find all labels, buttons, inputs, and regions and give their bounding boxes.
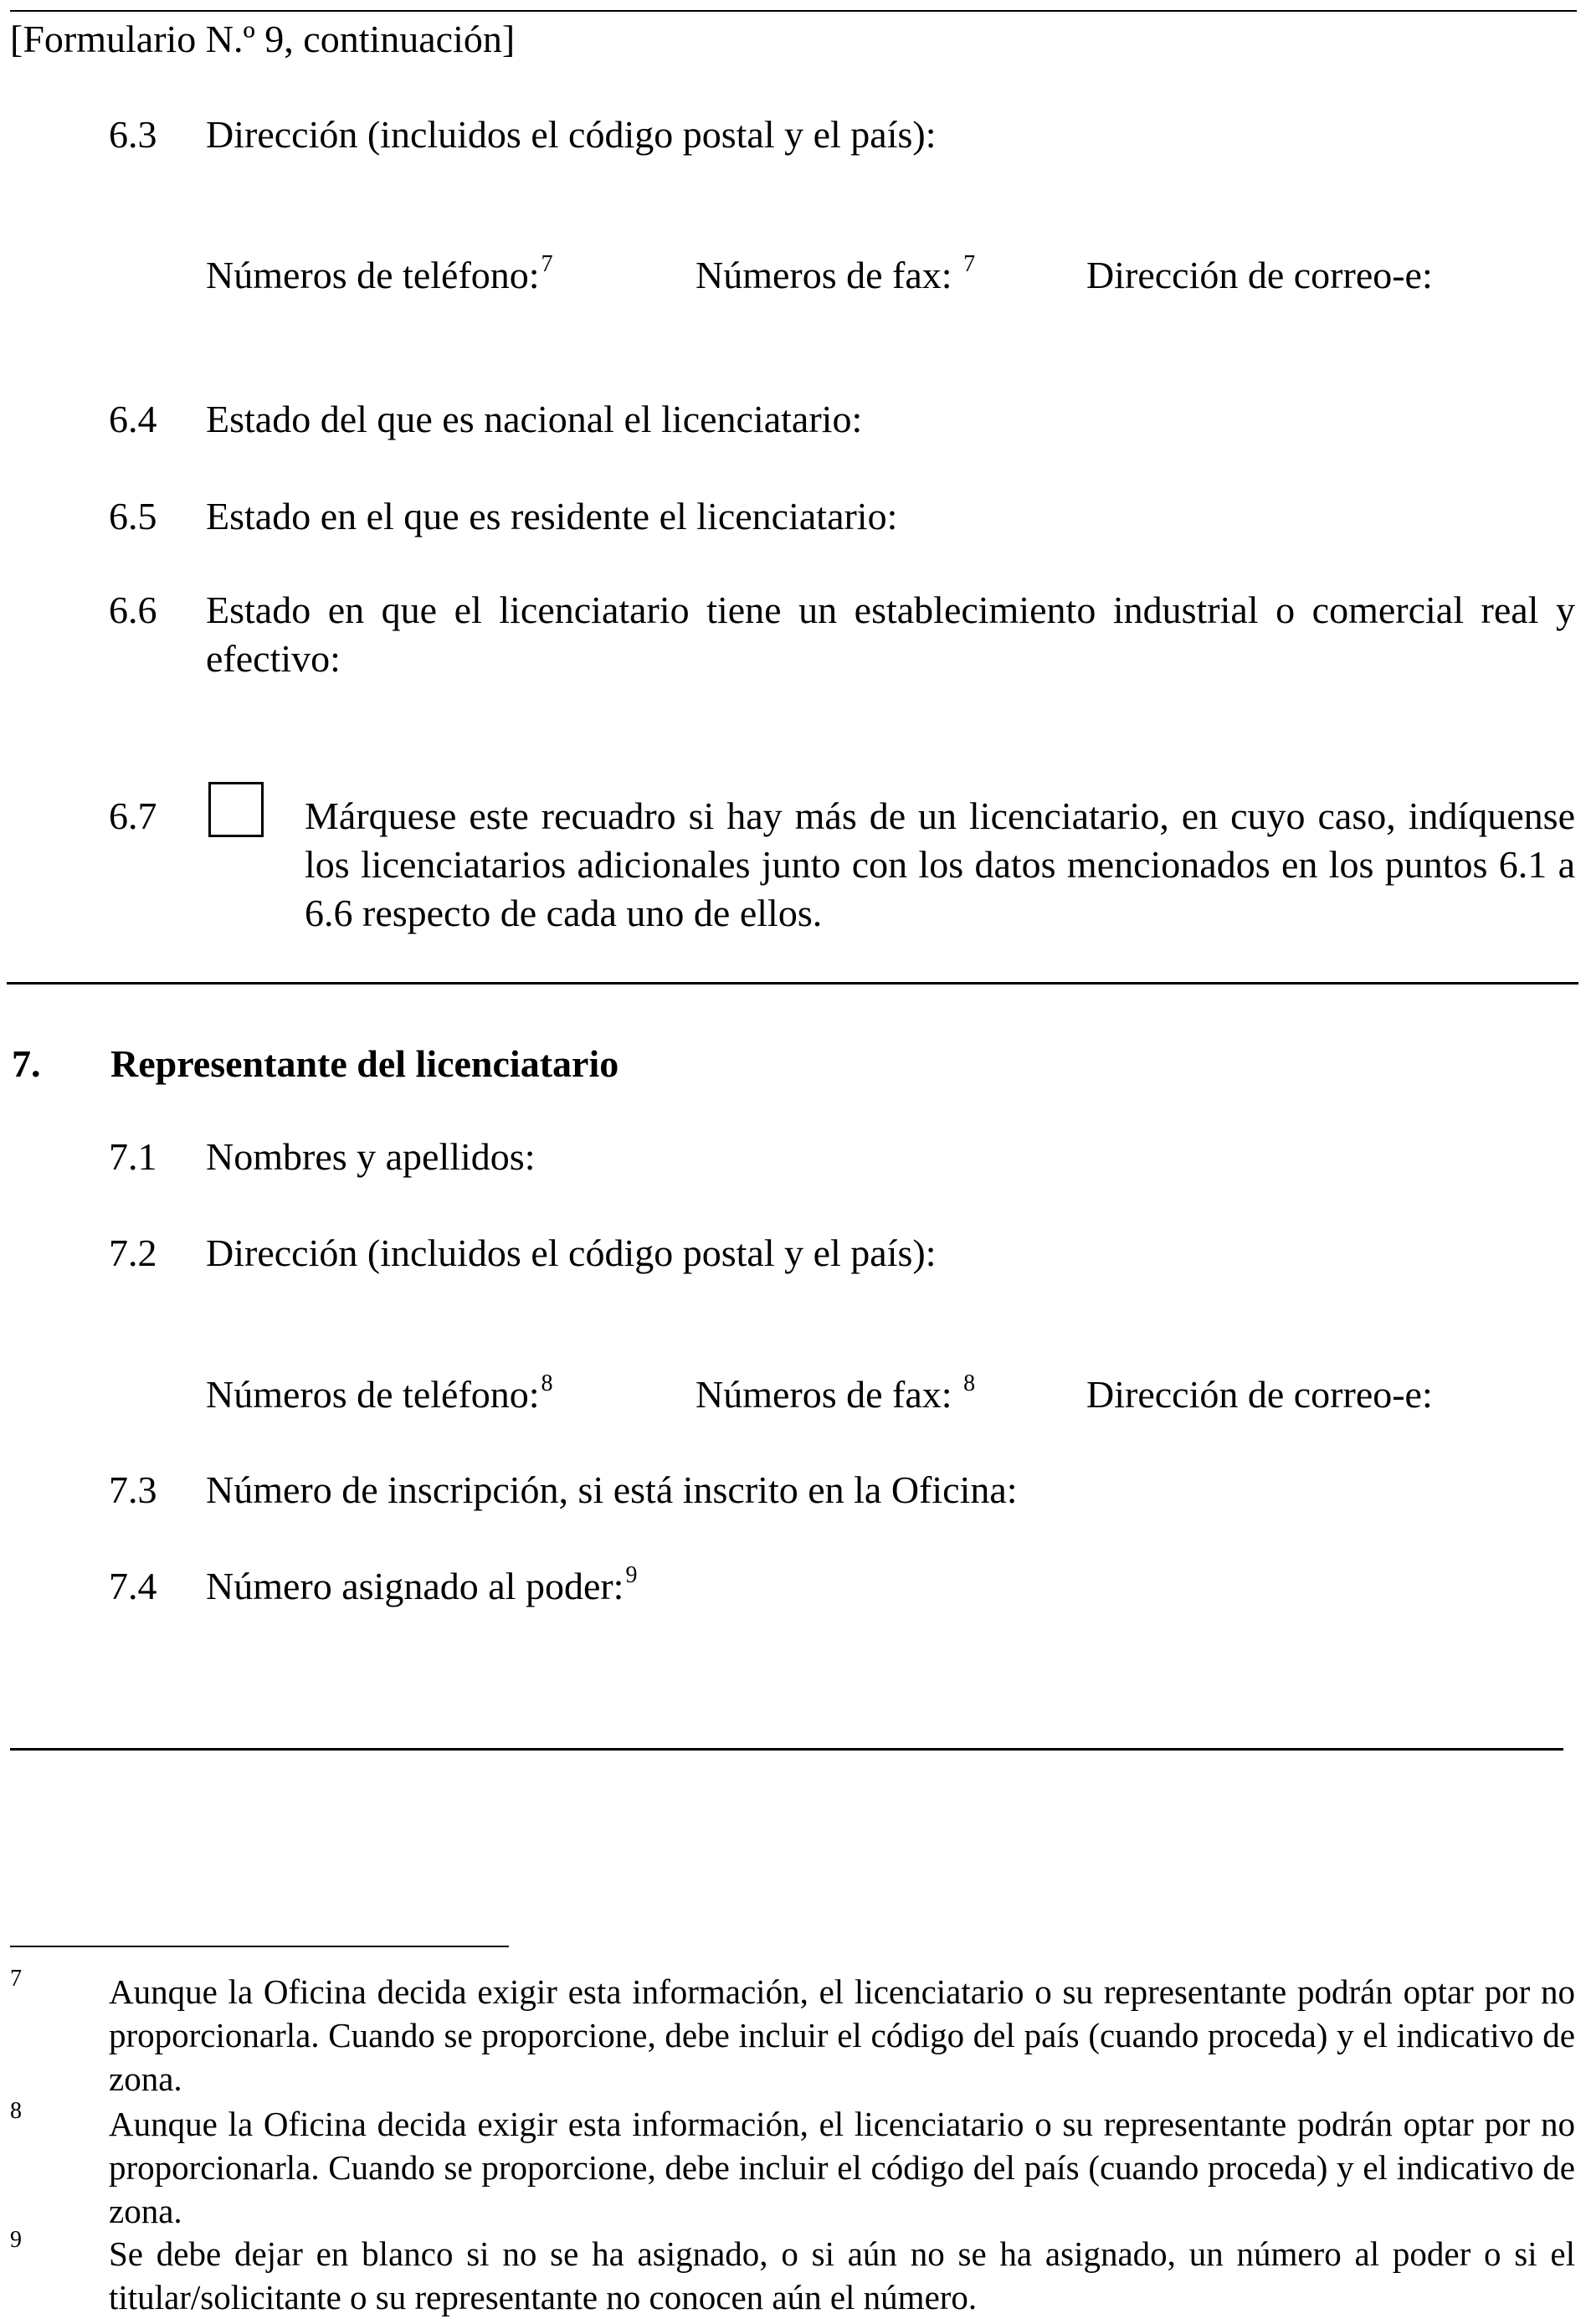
item-6-5-number: 6.5 — [109, 495, 157, 537]
item-6-4-number: 6.4 — [109, 398, 157, 440]
fax-label-text: Números de fax: — [695, 254, 952, 296]
item-7-4-number: 7.4 — [109, 1565, 157, 1607]
fax-label-text: Números de fax: — [695, 1373, 952, 1416]
item-6-6-label: Estado en que el licenciatario tiene un establecimiento industrial o comercial real y efectivo: — [206, 589, 1575, 680]
item-6-4-label: Estado del que es nacional el licenciatario: — [206, 398, 863, 440]
footnote-9-number: 9 — [10, 2227, 22, 2253]
section-divider — [7, 982, 1578, 985]
email-label-6: Dirección de correo-e: — [1086, 254, 1433, 296]
footnote-ref-8: 8 — [541, 1370, 553, 1396]
end-of-form-rule — [10, 1748, 1563, 1751]
item-7-4-label — [206, 1562, 638, 1607]
footnote-ref-7: 7 — [963, 251, 976, 277]
section-7-number: 7. — [12, 1042, 41, 1085]
phone-label-text: Números de teléfono: — [206, 254, 540, 296]
item-6-5-label: Estado en el que es residente el licenciatario: — [206, 495, 898, 537]
item-7-3-number: 7.3 — [109, 1468, 157, 1511]
footnote-7-text: Aunque la Oficina decida exigir esta información, el licenciatario o su representante podrán optar por no proporcionarla. Cuando se proporcione, debe incluir el código del país (cuando proceda) y el indicativo de zona. — [109, 1972, 1575, 2098]
footnote-8-number: 8 — [10, 2098, 22, 2124]
form-continuation-header: [Formulario N.º 9, continuación] — [10, 18, 516, 60]
top-rule — [10, 10, 1577, 12]
footnote-ref-8: 8 — [963, 1370, 976, 1396]
section-7-title: Representante del licenciatario — [110, 1042, 619, 1085]
multiple-licensees-checkbox[interactable] — [208, 782, 264, 837]
email-label-7: Dirección de correo-e: — [1086, 1373, 1433, 1416]
item-7-1-label: Nombres y apellidos: — [206, 1135, 536, 1178]
item-6-3-label: Dirección (incluidos el código postal y el país): — [206, 113, 937, 156]
item-7-2-label: Dirección (incluidos el código postal y el país): — [206, 1231, 937, 1274]
footnote-8-text: Aunque la Oficina decida exigir esta información, el licenciatario o su representante podrán optar por no proporcionarla. Cuando se proporcione, debe incluir el código del país (cuando proceda) y el indicativo de zona. — [109, 2105, 1575, 2230]
item-7-4-label-text: Número asignado al poder: — [206, 1565, 624, 1607]
item-7-2-number: 7.2 — [109, 1231, 157, 1274]
footnote-ref-9: 9 — [625, 1562, 638, 1588]
fax-label-7 — [695, 1370, 976, 1416]
item-6-7-number: 6.7 — [109, 794, 157, 837]
footnote-9-text: Se debe dejar en blanco si no se ha asignado, o si aún no se ha asignado, un número al poder o si el titular/solicitante o su representante no conocen aún el número. — [109, 2234, 1575, 2316]
phone-label-7 — [206, 1370, 553, 1416]
footnote-ref-7: 7 — [541, 251, 553, 277]
item-7-3-label: Número de inscripción, si está inscrito en la Oficina: — [206, 1468, 1018, 1511]
item-6-7-label: Márquese este recuadro si hay más de un licenciatario, en cuyo caso, indíquense los licenciatarios adicionales junto con los datos mencionados en los puntos 6.1 a 6.6 respecto de cada uno de ellos. — [305, 794, 1575, 934]
phone-label-6 — [206, 251, 553, 296]
item-6-6-number: 6.6 — [109, 589, 157, 631]
footnote-7-number: 7 — [10, 1966, 22, 1992]
item-6-3-number: 6.3 — [109, 113, 157, 156]
footnote-separator — [10, 1946, 509, 1947]
item-7-1-number: 7.1 — [109, 1135, 157, 1178]
fax-label-6 — [695, 251, 976, 296]
phone-label-text: Números de teléfono: — [206, 1373, 540, 1416]
